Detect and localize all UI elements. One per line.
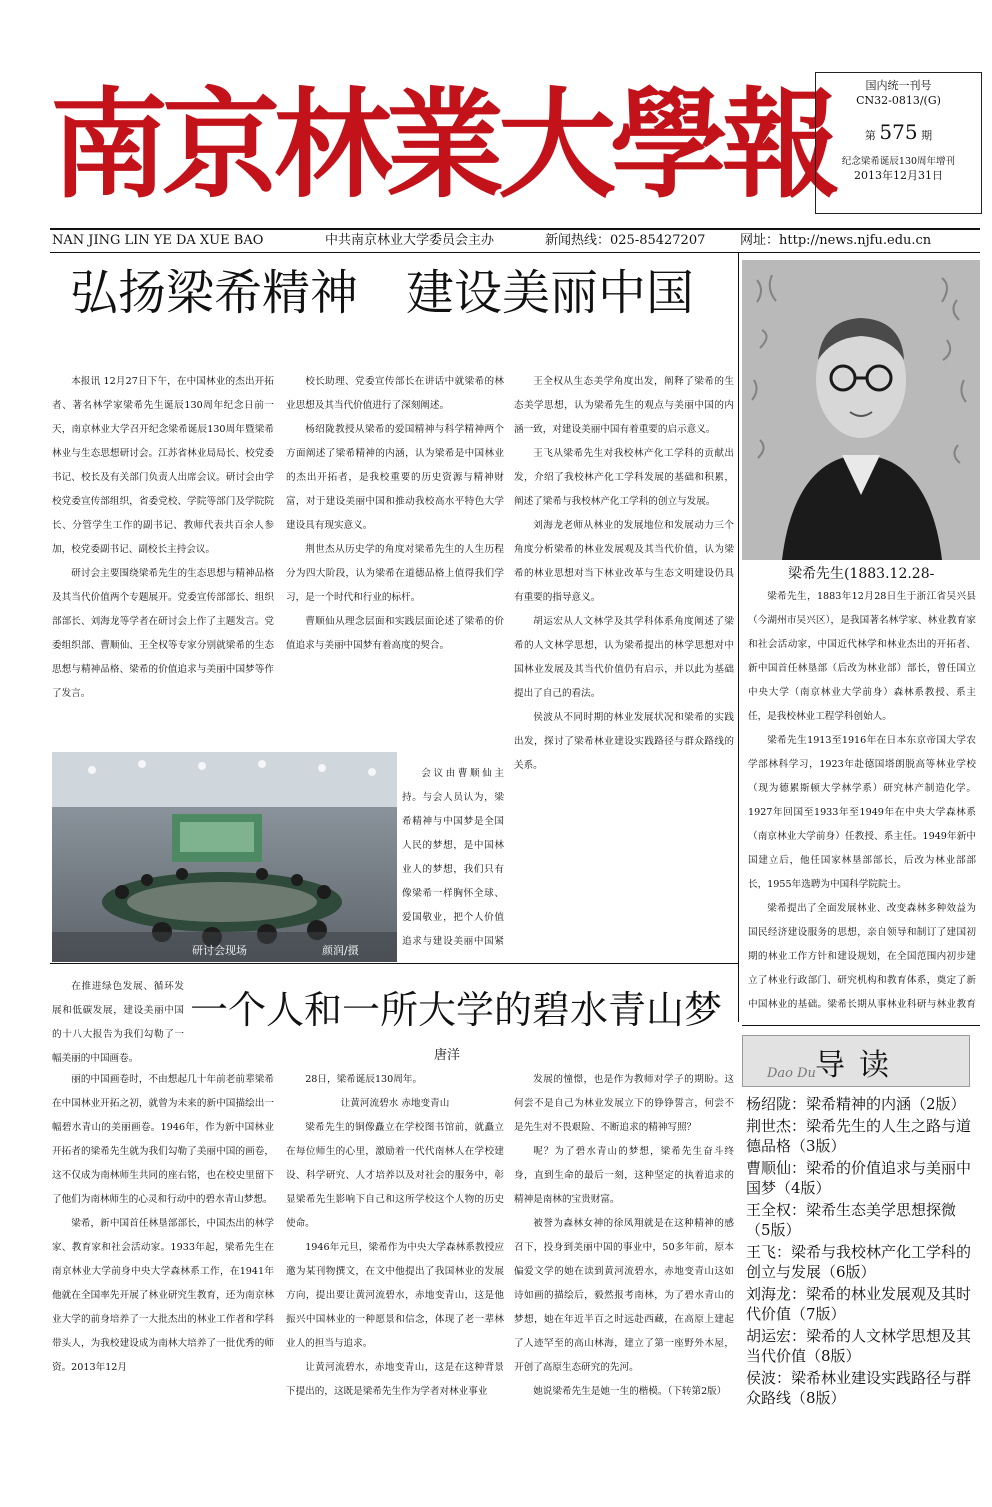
guide-item[interactable]: 侯波：梁希林业建设实践路径与群众路线（8版） (746, 1369, 972, 1407)
feature-byline: 唐洋 (434, 1048, 461, 1063)
serial-code: CN32-0813/(G) (856, 93, 941, 107)
column-rule (738, 252, 739, 1022)
paragraph: 梁希提出了全面发展林业、改变森林多种效益为国民经济建设服务的思想，亲自领导和制订了建国初期的林业工作方针和建设规划，在全国范围内初步建立了林业行政部门、研究机构和教育体系，奠定了新中国林业的基础。梁希长期从事林业科研与林业教育 (748, 903, 976, 1010)
guide-rule (742, 1025, 980, 1026)
feature-headline: 一个人和一所大学的碧水青山梦 (190, 988, 723, 1032)
section-rule (50, 963, 738, 964)
paragraph: 梁希先生1913至1916年在日本东京帝国大学农学部林科学习，1923年赴德国塔朗脱高等林业学校（现为德累斯顿大学林学系）研究林产制造化学。1927年回国至1933年至1949年在中央大学森林系（南京林业大学前身）任教授、系主任。1949年新中国建立后，他任国家林垦部部长，后改为林业部部长，1955年选聘为中国科学院院士。 (748, 735, 976, 890)
paragraph: 发展的憧憬，也是作为教师对学子的期盼。这何尝不是自己为林业发展立下的铮铮誓言，何尝不是先生对不畏艰险、不断追求的精神写照？ (514, 1074, 734, 1133)
guide-title: 导读 (815, 1048, 903, 1083)
lead-column-2-lower (402, 762, 504, 958)
masthead-title: 南京林業大學報 (50, 75, 835, 214)
paragraph: 在推进绿色发展、循环发展和低碳发展，建设美丽中国的十八大报告为我们勾勒了一幅美丽的中国画卷。 (52, 981, 184, 1064)
guide-item[interactable]: 胡运宏：梁希的人文林学思想及其当代价值（8版） (746, 1327, 972, 1365)
paragraph: 让黄河流碧水，赤地变青山，这是在这种背景下提出的，这既是梁希先生作为学者对林业事业 (286, 1362, 504, 1397)
paragraph: 梁希先生，1883年12月28日生于浙江省吴兴县（今湖州市吴兴区），是我国著名林学家、林业教育家和社会活动家，中国近代林学和林业杰出的开拓者、新中国首任林垦部（后改为林业部）部长，曾任国立中央大学（南京林业大学前身）森林系教授、系主任，是我校林业工程学科创始人。 (748, 591, 976, 722)
guide-item[interactable]: 刘海龙：梁希的林业发展观及其时代价值（7版） (746, 1285, 972, 1323)
feature-intro-column (52, 975, 184, 1067)
feature-subheading: 让黄河流碧水 赤地变青山 (340, 1098, 450, 1109)
lead-column-2 (286, 370, 504, 748)
feature-column-2 (286, 1068, 504, 1418)
paragraph: 研讨会主要围绕梁希先生的生态思想与精神品格及其当代价值两个专题展开。党委宣传部部长、组织部部长、刘海龙等学者在研讨会上作了主题发言。党委组织部、曹顺仙、王全权等专家分别就梁希的生态思想与精神品格、梁希的价值追求与美丽中国梦等作了发言。 (52, 568, 274, 699)
issue-box (815, 72, 982, 214)
feature-column-3 (514, 1068, 734, 1418)
paragraph: 刘海龙老师从林业的发展地位和发展动力三个角度分析梁希的林业发展观及其当代价值，认为梁希的林业思想对当下林业改革与生态文明建设仍具有重要的指导意义。 (514, 520, 734, 603)
issue-number: 575 (879, 119, 918, 144)
paragraph: 侯波从不同时期的林业发展状况和梁希的实践出发，探讨了梁希林业建设实践路径与群众路线的关系。 (514, 712, 734, 771)
paragraph: 呢？为了碧水青山的梦想，梁希先生奋斗终身，直到生命的最后一刻，这种坚定的执着追求的精神是南林的宝贵财富。 (514, 1146, 734, 1205)
feature-column-1 (52, 1068, 274, 1418)
guide-item[interactable]: 王飞：梁希与我校林产化工学科的创立与发展（6版） (746, 1243, 972, 1281)
guide-banner (742, 1035, 970, 1087)
paragraph: 胡运宏从人文林学及其学科体系角度阐述了梁希的人文林学思想，认为梁希提出的林学思想对中国林业发展及其当代价值仍有启示，并以此为基础提出了自己的看法。 (514, 616, 734, 699)
paragraph: 梁希，新中国首任林垦部部长，中国杰出的林学家、教育家和社会活动家。1933年起，梁希先生在南京林业大学前身中央大学森林系工作，在1941年他就在全国率先开展了林业研究生教育，还为南京林业大学的前身培养了一大批杰出的林业工作者和学科带头人，为我校建设成为南林大培养了一批优秀的师资。2013年12月 (52, 1218, 274, 1373)
guide-item[interactable]: 杨绍陇：梁希精神的内涵（2版） (746, 1095, 966, 1113)
paragraph: 王全权从生态美学角度出发，阐释了梁希的生态美学思想，认为梁希先生的观点与美丽中国的内涵一致，对建设美丽中国有着重要的启示意义。 (514, 376, 734, 435)
paragraph: 王飞从梁希先生对我校林产化工学科的贡献出发，介绍了我校林产化工学科发展的基础和积累，阐述了梁希与我校林产化工学科的创立与发展。 (514, 448, 734, 507)
paragraph: 丽的中国画卷时，不由想起几十年前老前辈梁希在中国林业开拓之初，就曾为未来的新中国描绘出一幅碧水青山的美丽画卷。1946年，作为新中国林业开拓者的梁希先生就为我们勾勒了美丽中国的画卷，这不仅成为南林师生共同的座右铭，也在校史里留下了他们为南林师生的心灵和行动中的碧水青山梦想。 (52, 1074, 274, 1205)
guide-item[interactable]: 曹顺仙：梁希的价值追求与美丽中国梦（4版） (746, 1159, 972, 1197)
guide-pinyin: Dao Du (767, 1066, 816, 1081)
issue-date: 2013年12月31日 (854, 168, 943, 182)
guide-item[interactable]: 王全权：梁希生态美学思想探微（5版） (746, 1201, 957, 1239)
masthead-host: 中共南京林业大学委员会主办 (325, 233, 495, 248)
issue-number-line (816, 119, 981, 146)
masthead-strip: NAN JING LIN YE DA XUE BAO 中共南京林业大学委员会主办 新闻热线：025-85427207 网址：http://news.njfu.edu.cn (50, 228, 980, 253)
paragraph: 本报讯 12月27日下午，在中国林业的杰出开拓者、著名林学家梁希先生诞辰130周年纪念日前一天，南京林业大学召开纪念梁希诞辰130周年暨梁希林业与生态思想研讨会。江苏省林业局局长、校党委书记、校长及有关部门负责人出席会议。研讨会由学校党委宣传部组织，省委党校、学院等部门及学院院长、分管学生工作的副书记、教师代表共百余人参加，校党委副书记、副校长主持会议。 (52, 376, 274, 555)
portrait-caption: 梁希先生(1883.12.28- (788, 566, 935, 582)
serial-label: 国内统一刊号 (865, 79, 932, 92)
lead-column-1 (52, 370, 274, 748)
issue-prefix: 第 (864, 128, 876, 142)
masthead-pinyin: NAN JING LIN YE DA XUE BAO (52, 233, 264, 248)
paragraph: 校长助理、党委宣传部长在讲话中就梁希的林业思想及其当代价值进行了深刻阐述。 (286, 376, 504, 411)
conference-photo-image (52, 752, 397, 962)
conference-photo (52, 752, 397, 962)
photo-caption-right: 颜润/摄 (322, 944, 359, 957)
paragraph: 杨绍陇教授从梁希的爱国精神与科学精神两个方面阐述了梁希精神的内涵，认为梁希是中国林业的杰出开拓者，是我校重要的历史资源与精神财富，对于建设美丽中国和推动我校高水平特色大学建设具有现实意义。 (286, 424, 504, 531)
paragraph: 会议由曹顺仙主持。与会人员认为，梁希精神与中国梦是全国人民的梦想，是中国林业人的梦想，我们只有像梁希一样胸怀全球、爱国敬业，把个人价值追求与建设美丽中国紧 (402, 768, 504, 947)
photo-caption-left: 研讨会现场 (192, 944, 247, 957)
special-issue: 纪念梁希诞辰130周年增刊 (841, 155, 956, 167)
paragraph: 她说梁希先生是她一生的楷模。（下转第2版） (533, 1386, 727, 1397)
masthead-hotline: 新闻热线：025-85427207 (545, 233, 706, 248)
paragraph: 梁希先生的铜像矗立在学校图书馆前，就矗立在每位师生的心里，激励着一代代南林人在学校建设、科学研究、人才培养以及对社会的服务中，彰显梁希先生影响下自己和这所学校这个人物的历史使命。 (286, 1122, 504, 1229)
paragraph: 1946年元旦，梁希作为中央大学森林系教授应邀为某刊物撰文，在文中他提出了我国林业的发展方向，提出要让黄河流碧水，赤地变青山，这是他振兴中国林业的一种愿景和信念，体现了老一辈林业人的担当与追求。 (286, 1242, 504, 1349)
paragraph: 曹顺仙从理念层面和实践层面论述了梁希的价值追求与美丽中国梦有着高度的契合。 (286, 616, 504, 651)
paragraph: 28日，梁希诞辰130周年。 (305, 1074, 423, 1085)
guide-item[interactable]: 荆世杰：梁希先生的人生之路与道德品格（3版） (746, 1117, 972, 1155)
issue-suffix: 期 (921, 128, 933, 142)
paragraph: 被誉为森林女神的徐凤翔就是在这种精神的感召下，投身到美丽中国的事业中，50多年前，原本偏爱文学的她在读到黄河流碧水，赤地变青山这如诗如画的描绘后，毅然报考南林，为了碧水青山的梦想，她在年近半百之时远赴西藏，在高原上建起了人迹罕至的高山林海，建立了第一座野外木屋，开创了高原生态研究的先河。 (514, 1218, 734, 1373)
portrait-photo (742, 260, 980, 560)
lead-headline: 弘扬梁希精神 建设美丽中国 (70, 265, 695, 321)
guide-list (746, 1094, 978, 1410)
paragraph: 荆世杰从历史学的角度对梁希先生的人生历程分为四大阶段，认为梁希在道德品格上值得我们学习，是一个时代和行业的标杆。 (286, 544, 504, 603)
portrait-bio (748, 585, 976, 1017)
lead-column-3 (514, 370, 734, 958)
portrait-image (742, 260, 980, 560)
